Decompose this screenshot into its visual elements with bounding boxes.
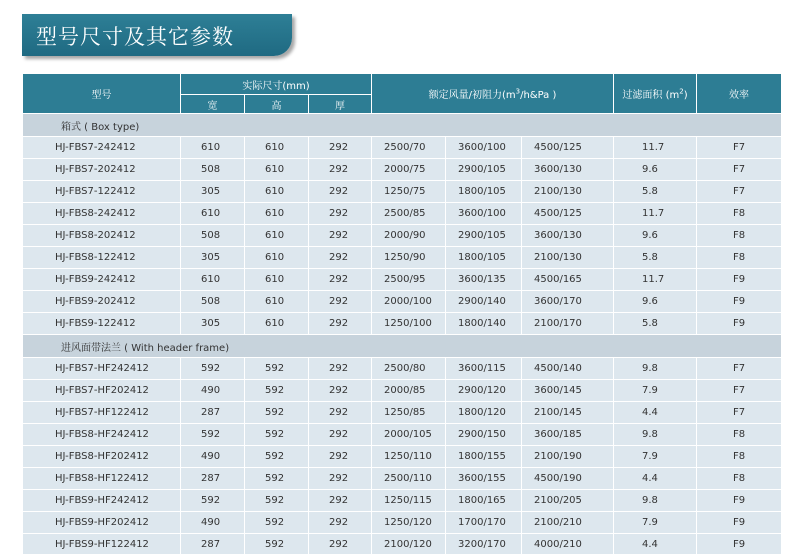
cell-airflow-low: 1250/85 [372,402,446,424]
cell-filter-area: 4.4 [614,468,697,490]
cell-model: HJ-FBS7-HF242412 [23,358,181,380]
cell-efficiency: F8 [697,468,782,490]
cell-filter-area: 5.8 [614,247,697,269]
cell-airflow-mid: 1800/105 [446,181,522,203]
cell-height: 610 [245,137,309,159]
cell-airflow-low: 2000/100 [372,291,446,313]
cell-filter-area: 7.9 [614,446,697,468]
cell-airflow-high: 2100/190 [522,446,614,468]
header-dimensions: 实际尺寸(mm) [181,74,372,95]
cell-height: 610 [245,313,309,335]
cell-height: 592 [245,380,309,402]
header-width: 宽 [181,95,245,114]
cell-efficiency: F9 [697,313,782,335]
cell-filter-area: 11.7 [614,269,697,291]
cell-width: 610 [181,203,245,225]
cell-efficiency: F9 [697,291,782,313]
cell-filter-area: 9.8 [614,424,697,446]
group-label: 箱式 ( Box type) [23,114,782,137]
cell-airflow-mid: 1800/155 [446,446,522,468]
cell-efficiency: F8 [697,424,782,446]
cell-efficiency: F9 [697,490,782,512]
cell-height: 610 [245,247,309,269]
cell-airflow-high: 4500/125 [522,203,614,225]
cell-model: HJ-FBS8-HF242412 [23,424,181,446]
cell-depth: 292 [309,490,372,512]
cell-width: 592 [181,490,245,512]
cell-airflow-low: 2500/95 [372,269,446,291]
cell-airflow-low: 2000/90 [372,225,446,247]
cell-airflow-high: 3600/185 [522,424,614,446]
cell-width: 508 [181,291,245,313]
cell-filter-area: 9.8 [614,490,697,512]
cell-model: HJ-FBS8-HF122412 [23,468,181,490]
cell-height: 592 [245,402,309,424]
cell-width: 287 [181,468,245,490]
cell-airflow-low: 2000/105 [372,424,446,446]
header-depth: 厚 [309,95,372,114]
cell-airflow-mid: 1700/170 [446,512,522,534]
group-label: 进风面带法兰 ( With header frame) [23,335,782,358]
cell-model: HJ-FBS9-HF122412 [23,534,181,554]
page-title-banner [22,14,292,56]
cell-width: 287 [181,402,245,424]
table-row [23,512,782,534]
cell-model: HJ-FBS8-202412 [23,225,181,247]
cell-efficiency: F7 [697,159,782,181]
cell-airflow-low: 2000/85 [372,380,446,402]
cell-width: 508 [181,225,245,247]
cell-airflow-low: 2500/85 [372,203,446,225]
cell-depth: 292 [309,468,372,490]
cell-filter-area: 11.7 [614,137,697,159]
cell-airflow-high: 4500/165 [522,269,614,291]
table-header [23,74,782,114]
cell-airflow-high: 3600/170 [522,291,614,313]
cell-depth: 292 [309,446,372,468]
cell-depth: 292 [309,512,372,534]
cell-efficiency: F9 [697,512,782,534]
cell-airflow-high: 4000/210 [522,534,614,554]
cell-efficiency: F7 [697,402,782,424]
cell-width: 305 [181,247,245,269]
spec-table [22,73,782,554]
cell-depth: 292 [309,203,372,225]
table-row [23,203,782,225]
cell-width: 592 [181,424,245,446]
cell-height: 592 [245,424,309,446]
cell-width: 592 [181,358,245,380]
cell-airflow-mid: 2900/120 [446,380,522,402]
table-row [23,380,782,402]
cell-model: HJ-FBS9-122412 [23,313,181,335]
cell-depth: 292 [309,424,372,446]
cell-width: 508 [181,159,245,181]
cell-height: 610 [245,181,309,203]
table-row [23,490,782,512]
cell-airflow-high: 4500/125 [522,137,614,159]
cell-model: HJ-FBS7-HF202412 [23,380,181,402]
cell-height: 592 [245,512,309,534]
cell-efficiency: F7 [697,358,782,380]
cell-depth: 292 [309,402,372,424]
cell-airflow-mid: 3200/170 [446,534,522,554]
cell-model: HJ-FBS8-242412 [23,203,181,225]
cell-airflow-mid: 2900/105 [446,225,522,247]
cell-width: 490 [181,512,245,534]
table-row [23,247,782,269]
cell-height: 610 [245,203,309,225]
cell-efficiency: F9 [697,269,782,291]
cell-airflow-high: 4500/140 [522,358,614,380]
cell-airflow-mid: 3600/115 [446,358,522,380]
cell-height: 610 [245,291,309,313]
cell-airflow-high: 3600/130 [522,159,614,181]
cell-width: 490 [181,380,245,402]
table-row [23,225,782,247]
cell-airflow-high: 2100/170 [522,313,614,335]
cell-width: 610 [181,137,245,159]
cell-efficiency: F9 [697,534,782,554]
cell-depth: 292 [309,247,372,269]
cell-airflow-high: 3600/130 [522,225,614,247]
table-row [23,269,782,291]
cell-airflow-low: 2000/75 [372,159,446,181]
table-row [23,424,782,446]
cell-airflow-mid: 3600/155 [446,468,522,490]
cell-efficiency: F8 [697,247,782,269]
cell-model: HJ-FBS7-202412 [23,159,181,181]
cell-height: 592 [245,468,309,490]
cell-filter-area: 7.9 [614,380,697,402]
header-height: 高 [245,95,309,114]
page-title: 型号尺寸及其它参数 [36,25,234,49]
table-row [23,534,782,554]
cell-airflow-high: 4500/190 [522,468,614,490]
table-row [23,159,782,181]
cell-airflow-low: 1250/115 [372,490,446,512]
cell-airflow-mid: 1800/165 [446,490,522,512]
cell-height: 592 [245,490,309,512]
cell-airflow-mid: 2900/140 [446,291,522,313]
cell-airflow-mid: 1800/105 [446,247,522,269]
table-row [23,468,782,490]
cell-model: HJ-FBS8-122412 [23,247,181,269]
header-airflow: 额定风量/初阻力($m^3/h\&Pa$ ) [372,74,614,114]
cell-depth: 292 [309,313,372,335]
cell-depth: 292 [309,291,372,313]
cell-depth: 292 [309,181,372,203]
cell-width: 305 [181,313,245,335]
cell-height: 592 [245,534,309,554]
table-row [23,291,782,313]
cell-width: 610 [181,269,245,291]
cell-airflow-mid: 1800/140 [446,313,522,335]
cell-height: 610 [245,159,309,181]
cell-airflow-low: 2500/80 [372,358,446,380]
cell-airflow-mid: 1800/120 [446,402,522,424]
cell-depth: 292 [309,380,372,402]
cell-airflow-mid: 2900/105 [446,159,522,181]
cell-airflow-high: 2100/205 [522,490,614,512]
cell-airflow-mid: 3600/100 [446,203,522,225]
cell-airflow-low: 1250/120 [372,512,446,534]
cell-height: 592 [245,358,309,380]
cell-filter-area: 5.8 [614,313,697,335]
table-row [23,181,782,203]
header-efficiency: 效率 [697,74,782,114]
cell-efficiency: F8 [697,203,782,225]
cell-airflow-low: 2100/120 [372,534,446,554]
table-row [23,358,782,380]
cell-width: 287 [181,534,245,554]
cell-efficiency: F7 [697,137,782,159]
cell-width: 305 [181,181,245,203]
cell-efficiency: F7 [697,181,782,203]
cell-filter-area: 9.6 [614,225,697,247]
cell-airflow-mid: 3600/135 [446,269,522,291]
cell-height: 610 [245,269,309,291]
header-model: 型号 [23,74,181,114]
table-row [23,313,782,335]
cell-depth: 292 [309,358,372,380]
cell-filter-area: 4.4 [614,402,697,424]
cell-width: 490 [181,446,245,468]
cell-depth: 292 [309,269,372,291]
cell-model: HJ-FBS9-202412 [23,291,181,313]
cell-model: HJ-FBS9-HF242412 [23,490,181,512]
cell-model: HJ-FBS7-HF122412 [23,402,181,424]
cell-filter-area: 11.7 [614,203,697,225]
cell-efficiency: F8 [697,225,782,247]
cell-depth: 292 [309,159,372,181]
table-body [23,114,782,554]
cell-airflow-low: 2500/70 [372,137,446,159]
cell-filter-area: 9.8 [614,358,697,380]
cell-airflow-high: 3600/145 [522,380,614,402]
header-filter-area: 过滤面积 $(m^2)$ [614,74,697,114]
cell-model: HJ-FBS7-242412 [23,137,181,159]
cell-airflow-mid: 2900/150 [446,424,522,446]
cell-filter-area: 4.4 [614,534,697,554]
cell-airflow-high: 2100/130 [522,247,614,269]
group-row [23,114,782,137]
cell-filter-area: 5.8 [614,181,697,203]
cell-depth: 292 [309,225,372,247]
table-row [23,137,782,159]
cell-airflow-high: 2100/145 [522,402,614,424]
table-row [23,446,782,468]
cell-airflow-low: 1250/110 [372,446,446,468]
table-row [23,402,782,424]
cell-airflow-low: 2500/110 [372,468,446,490]
cell-height: 610 [245,225,309,247]
cell-airflow-mid: 3600/100 [446,137,522,159]
cell-airflow-high: 2100/130 [522,181,614,203]
cell-efficiency: F8 [697,446,782,468]
cell-height: 592 [245,446,309,468]
cell-filter-area: 7.9 [614,512,697,534]
cell-model: HJ-FBS9-242412 [23,269,181,291]
cell-airflow-low: 1250/100 [372,313,446,335]
cell-depth: 292 [309,137,372,159]
cell-model: HJ-FBS7-122412 [23,181,181,203]
cell-airflow-high: 2100/210 [522,512,614,534]
cell-filter-area: 9.6 [614,291,697,313]
cell-efficiency: F7 [697,380,782,402]
cell-model: HJ-FBS8-HF202412 [23,446,181,468]
cell-model: HJ-FBS9-HF202412 [23,512,181,534]
cell-airflow-low: 1250/75 [372,181,446,203]
cell-filter-area: 9.6 [614,159,697,181]
cell-airflow-low: 1250/90 [372,247,446,269]
group-row [23,335,782,358]
cell-depth: 292 [309,534,372,554]
